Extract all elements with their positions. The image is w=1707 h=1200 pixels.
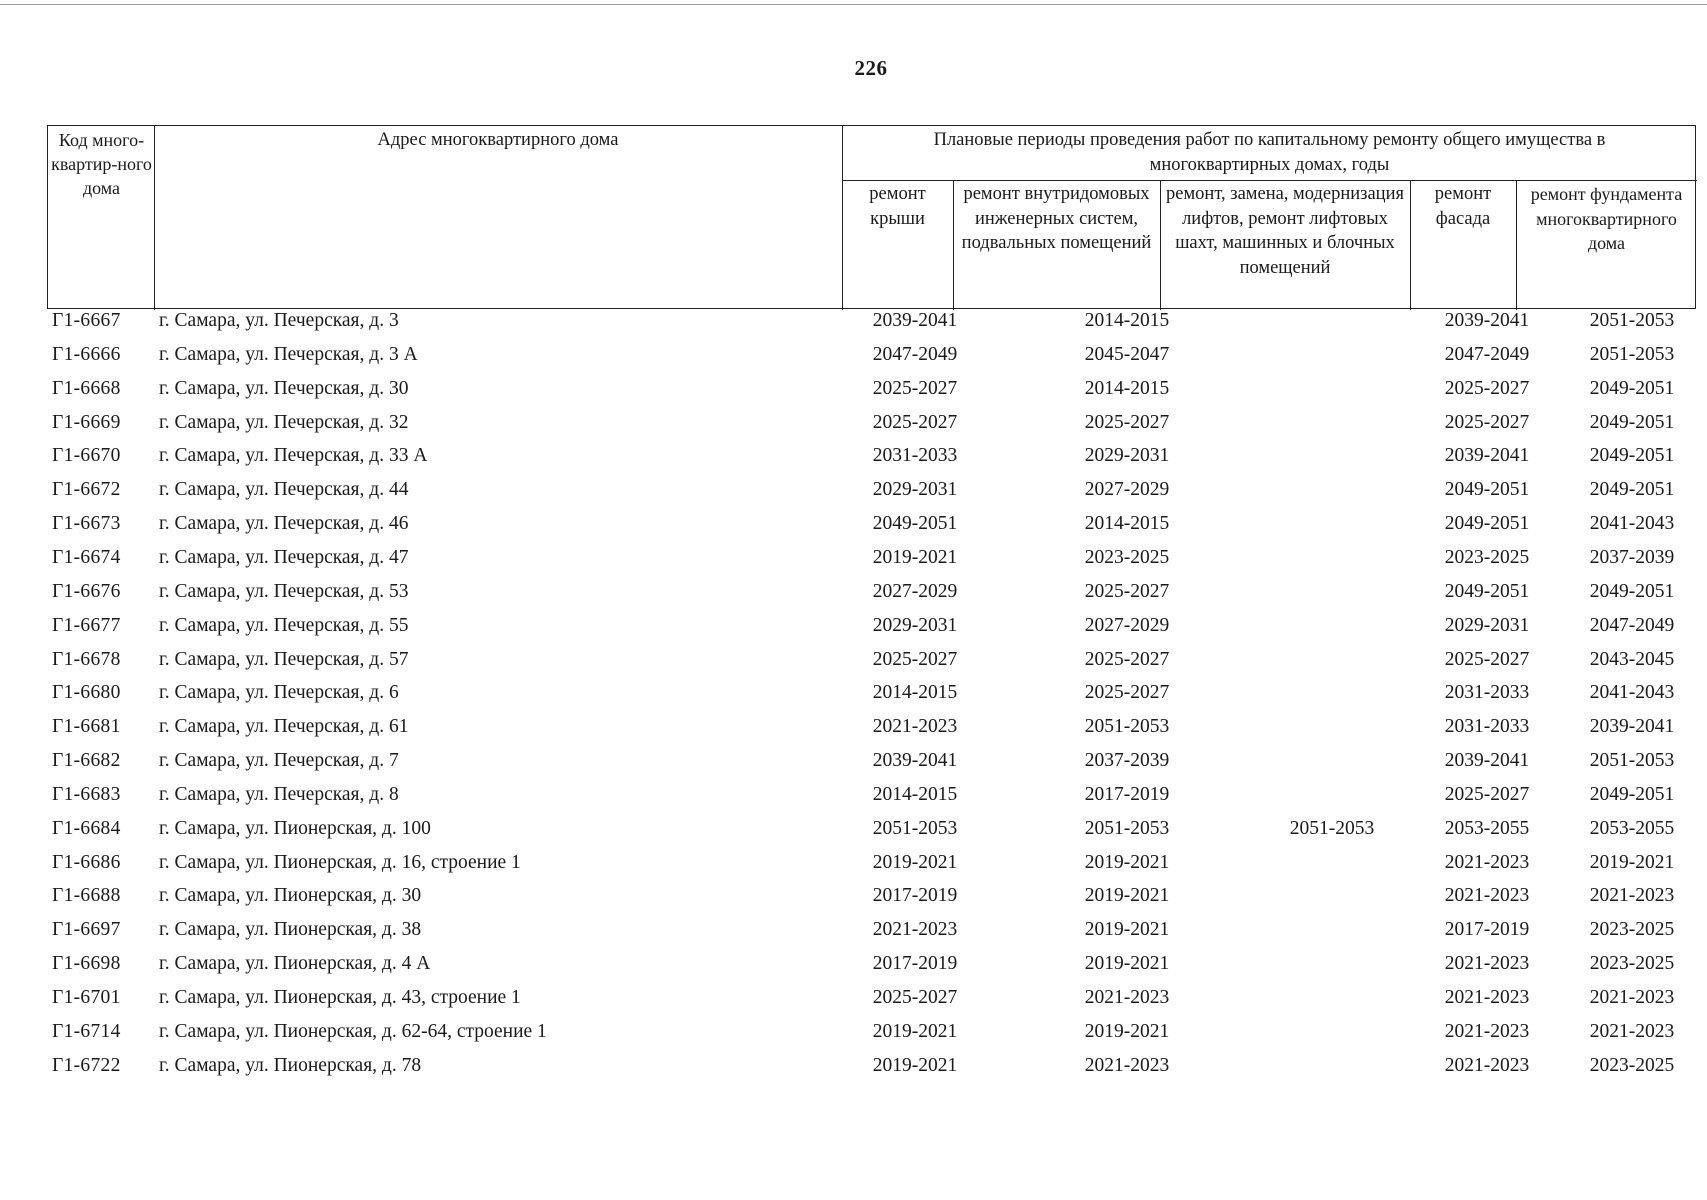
- cell-code: Г1-6682: [52, 750, 121, 772]
- cell-roof: 2019-2021: [872, 851, 958, 873]
- table-row: [47, 579, 1696, 611]
- table-row: [47, 917, 1696, 949]
- cell-code: Г1-6678: [52, 648, 121, 670]
- cell-foundation: 2049-2051: [1589, 411, 1675, 433]
- cell-code: Г1-6701: [52, 987, 121, 1008]
- cell-facade: 2017-2019: [1444, 919, 1530, 941]
- table-row: [47, 342, 1696, 374]
- cell-foundation: 2023-2025: [1589, 919, 1675, 941]
- header-divider: [154, 126, 155, 310]
- cell-address: г. Самара, ул. Печерская, д. 33 А: [159, 445, 428, 467]
- cell-facade: 2025-2027: [1444, 377, 1530, 399]
- cell-address: г. Самара, ул. Печерская, д. 7: [159, 750, 399, 772]
- cell-roof: 2019-2021: [872, 546, 958, 568]
- cell-code: Г1-6686: [52, 851, 121, 873]
- cell-foundation: 2047-2049: [1589, 614, 1675, 636]
- cell-foundation: 2049-2051: [1589, 445, 1675, 467]
- cell-foundation: 2019-2021: [1589, 851, 1675, 873]
- cell-code: Г1-6722: [52, 1054, 121, 1076]
- cell-foundation: 2021-2023: [1589, 1020, 1675, 1042]
- cell-roof: 2021-2023: [872, 919, 958, 941]
- cell-facade: 2021-2023: [1444, 953, 1530, 975]
- cell-foundation: 2021-2023: [1589, 987, 1675, 1008]
- table-row: [47, 511, 1696, 543]
- cell-address: г. Самара, ул. Печерская, д. 6: [159, 682, 399, 704]
- header-periods: Плановые периоды проведения работ по капитальному ремонту общего имущества в многоквартирных домах, годы: [933, 130, 1606, 175]
- cell-address: г. Самара, ул. Печерская, д. 8: [159, 783, 399, 805]
- table-row: [47, 376, 1696, 408]
- cell-foundation: 2023-2025: [1589, 953, 1675, 975]
- cell-address: г. Самара, ул. Печерская, д. 55: [159, 614, 409, 636]
- cell-address: г. Самара, ул. Печерская, д. 3: [159, 310, 399, 331]
- cell-roof: 2017-2019: [872, 953, 958, 975]
- cell-roof: 2025-2027: [872, 648, 958, 670]
- cell-roof: 2029-2031: [872, 614, 958, 636]
- cell-facade: 2031-2033: [1444, 682, 1530, 704]
- cell-code: Г1-6714: [52, 1020, 121, 1042]
- cell-address: г. Самара, ул. Пионерская, д. 4 А: [159, 953, 431, 975]
- cell-facade: 2025-2027: [1444, 783, 1530, 805]
- table-row: [47, 647, 1696, 679]
- page-top-rule: [0, 4, 1707, 5]
- cell-roof: 2025-2027: [872, 987, 958, 1008]
- cell-roof: 2029-2031: [872, 479, 958, 501]
- cell-address: г. Самара, ул. Печерская, д. 53: [159, 580, 409, 602]
- table-row: [47, 985, 1696, 1017]
- cell-facade: 2021-2023: [1444, 885, 1530, 907]
- cell-code: Г1-6668: [52, 377, 121, 399]
- cell-roof: 2021-2023: [872, 716, 958, 738]
- cell-engineering: 2045-2047: [1084, 343, 1170, 365]
- cell-engineering: 2051-2053: [1084, 716, 1170, 738]
- cell-engineering: 2017-2019: [1084, 783, 1170, 805]
- cell-engineering: 2029-2031: [1084, 445, 1170, 467]
- cell-address: г. Самара, ул. Пионерская, д. 78: [159, 1054, 422, 1076]
- cell-code: Г1-6680: [52, 682, 121, 704]
- cell-foundation: 2051-2053: [1589, 750, 1675, 772]
- cell-foundation: 2039-2041: [1589, 716, 1675, 738]
- table-header: [47, 125, 1696, 309]
- table-row: [47, 680, 1696, 712]
- table-row: [47, 545, 1696, 577]
- cell-engineering: 2037-2039: [1084, 750, 1170, 772]
- cell-roof: 2049-2051: [872, 513, 958, 535]
- header-foundation: ремонт фундамента многоквартирного дома: [1530, 184, 1683, 253]
- cell-facade: 2021-2023: [1444, 1054, 1530, 1076]
- cell-address: г. Самара, ул. Пионерская, д. 30: [159, 885, 422, 907]
- table-row: [47, 714, 1696, 746]
- cell-code: Г1-6673: [52, 513, 121, 535]
- cell-facade: 2049-2051: [1444, 513, 1530, 535]
- page-number: 226: [854, 56, 888, 80]
- cell-engineering: 2021-2023: [1084, 1054, 1170, 1076]
- cell-foundation: 2049-2051: [1589, 479, 1675, 501]
- cell-facade: 2049-2051: [1444, 479, 1530, 501]
- cell-roof: 2047-2049: [872, 343, 958, 365]
- header-engineering: ремонт внутридомовых инженерных систем, подвальных помещений: [961, 184, 1152, 253]
- cell-address: г. Самара, ул. Пионерская, д. 43, строение 1: [159, 987, 521, 1008]
- cell-engineering: 2014-2015: [1084, 513, 1170, 535]
- table-row: [47, 477, 1696, 509]
- cell-roof: 2025-2027: [872, 377, 958, 399]
- cell-engineering: 2023-2025: [1084, 546, 1170, 568]
- cell-address: г. Самара, ул. Печерская, д. 46: [159, 513, 409, 535]
- table-row: [47, 308, 1696, 340]
- cell-code: Г1-6688: [52, 885, 121, 907]
- cell-engineering: 2027-2029: [1084, 614, 1170, 636]
- table-row: [47, 613, 1696, 645]
- cell-code: Г1-6669: [52, 411, 121, 433]
- cell-address: г. Самара, ул. Пионерская, д. 16, строение 1: [159, 851, 521, 873]
- table-row: [47, 1019, 1696, 1051]
- cell-facade: 2025-2027: [1444, 648, 1530, 670]
- cell-foundation: 2021-2023: [1589, 885, 1675, 907]
- cell-foundation: 2049-2051: [1589, 377, 1675, 399]
- table-row: [47, 1053, 1696, 1085]
- cell-roof: 2025-2027: [872, 411, 958, 433]
- cell-facade: 2047-2049: [1444, 343, 1530, 365]
- cell-facade: 2053-2055: [1444, 817, 1530, 839]
- table-row: [47, 883, 1696, 915]
- cell-code: Г1-6698: [52, 953, 121, 975]
- cell-roof: 2031-2033: [872, 445, 958, 467]
- cell-engineering: 2019-2021: [1084, 1020, 1170, 1042]
- cell-engineering: 2025-2027: [1084, 648, 1170, 670]
- cell-foundation: 2041-2043: [1589, 513, 1675, 535]
- cell-engineering: 2025-2027: [1084, 580, 1170, 602]
- cell-engineering: 2051-2053: [1084, 817, 1170, 839]
- cell-facade: 2025-2027: [1444, 411, 1530, 433]
- cell-engineering: 2014-2015: [1084, 310, 1170, 331]
- cell-foundation: 2049-2051: [1589, 580, 1675, 602]
- header-roof: ремонт крыши: [869, 184, 926, 229]
- cell-address: г. Самара, ул. Печерская, д. 57: [159, 648, 409, 670]
- cell-roof: 2014-2015: [872, 783, 958, 805]
- cell-code: Г1-6683: [52, 783, 121, 805]
- cell-address: г. Самара, ул. Печерская, д. 44: [159, 479, 409, 501]
- cell-address: г. Самара, ул. Печерская, д. 47: [159, 546, 409, 568]
- cell-code: Г1-6677: [52, 614, 121, 636]
- cell-engineering: 2019-2021: [1084, 885, 1170, 907]
- cell-code: Г1-6684: [52, 817, 121, 839]
- header-address: Адрес многоквартирного дома: [377, 130, 619, 150]
- cell-code: Г1-6674: [52, 546, 121, 568]
- cell-roof: 2039-2041: [872, 750, 958, 772]
- cell-address: г. Самара, ул. Печерская, д. 30: [159, 377, 409, 399]
- table-row: [47, 850, 1696, 882]
- cell-code: Г1-6667: [52, 310, 121, 331]
- cell-facade: 2023-2025: [1444, 546, 1530, 568]
- table-row: [47, 782, 1696, 814]
- table-row: [47, 816, 1696, 848]
- cell-address: г. Самара, ул. Пионерская, д. 62-64, строение 1: [159, 1020, 547, 1042]
- cell-engineering: 2025-2027: [1084, 682, 1170, 704]
- cell-roof: 2017-2019: [872, 885, 958, 907]
- cell-address: г. Самара, ул. Печерская, д. 61: [159, 716, 409, 738]
- cell-engineering: 2014-2015: [1084, 377, 1170, 399]
- cell-engineering: 2019-2021: [1084, 953, 1170, 975]
- header-facade: ремонт фасада: [1434, 184, 1492, 229]
- cell-foundation: 2053-2055: [1589, 817, 1675, 839]
- cell-code: Г1-6681: [52, 716, 121, 738]
- table-row: [47, 951, 1696, 983]
- cell-engineering: 2019-2021: [1084, 919, 1170, 941]
- cell-foundation: 2037-2039: [1589, 546, 1675, 568]
- cell-address: г. Самара, ул. Пионерская, д. 38: [159, 919, 422, 941]
- cell-code: Г1-6676: [52, 580, 121, 602]
- cell-facade: 2039-2041: [1444, 445, 1530, 467]
- cell-code: Г1-6697: [52, 919, 121, 941]
- header-code: Код много-квартир-ного дома: [51, 130, 152, 198]
- cell-engineering: 2027-2029: [1084, 479, 1170, 501]
- table-row: [47, 410, 1696, 442]
- cell-address: г. Самара, ул. Пионерская, д. 100: [159, 817, 431, 839]
- cell-engineering: 2025-2027: [1084, 411, 1170, 433]
- cell-foundation: 2041-2043: [1589, 682, 1675, 704]
- cell-facade: 2031-2033: [1444, 716, 1530, 738]
- cell-address: г. Самара, ул. Печерская, д. 3 А: [159, 343, 418, 365]
- cell-facade: 2039-2041: [1444, 310, 1530, 331]
- cell-engineering: 2019-2021: [1084, 851, 1170, 873]
- cell-code: Г1-6666: [52, 343, 121, 365]
- cell-facade: 2049-2051: [1444, 580, 1530, 602]
- cell-address: г. Самара, ул. Печерская, д. 32: [159, 411, 409, 433]
- table-row: [47, 443, 1696, 475]
- cell-roof: 2027-2029: [872, 580, 958, 602]
- cell-foundation: 2043-2045: [1589, 648, 1675, 670]
- cell-foundation: 2051-2053: [1589, 310, 1675, 331]
- table-row: [47, 748, 1696, 780]
- cell-code: Г1-6670: [52, 445, 121, 467]
- cell-facade: 2021-2023: [1444, 1020, 1530, 1042]
- cell-facade: 2021-2023: [1444, 987, 1530, 1008]
- cell-roof: 2051-2053: [872, 817, 958, 839]
- cell-code: Г1-6672: [52, 479, 121, 501]
- cell-facade: 2039-2041: [1444, 750, 1530, 772]
- cell-lift: 2051-2053: [1289, 817, 1375, 839]
- cell-roof: 2039-2041: [872, 310, 958, 331]
- cell-facade: 2021-2023: [1444, 851, 1530, 873]
- cell-roof: 2019-2021: [872, 1020, 958, 1042]
- cell-roof: 2014-2015: [872, 682, 958, 704]
- cell-facade: 2029-2031: [1444, 614, 1530, 636]
- cell-engineering: 2021-2023: [1084, 987, 1170, 1008]
- cell-roof: 2019-2021: [872, 1054, 958, 1076]
- cell-foundation: 2023-2025: [1589, 1054, 1675, 1076]
- header-lift: ремонт, замена, модернизация лифтов, ремонт лифтовых шахт, машинных и блочных помещений: [1166, 184, 1404, 278]
- cell-foundation: 2051-2053: [1589, 343, 1675, 365]
- cell-foundation: 2049-2051: [1589, 783, 1675, 805]
